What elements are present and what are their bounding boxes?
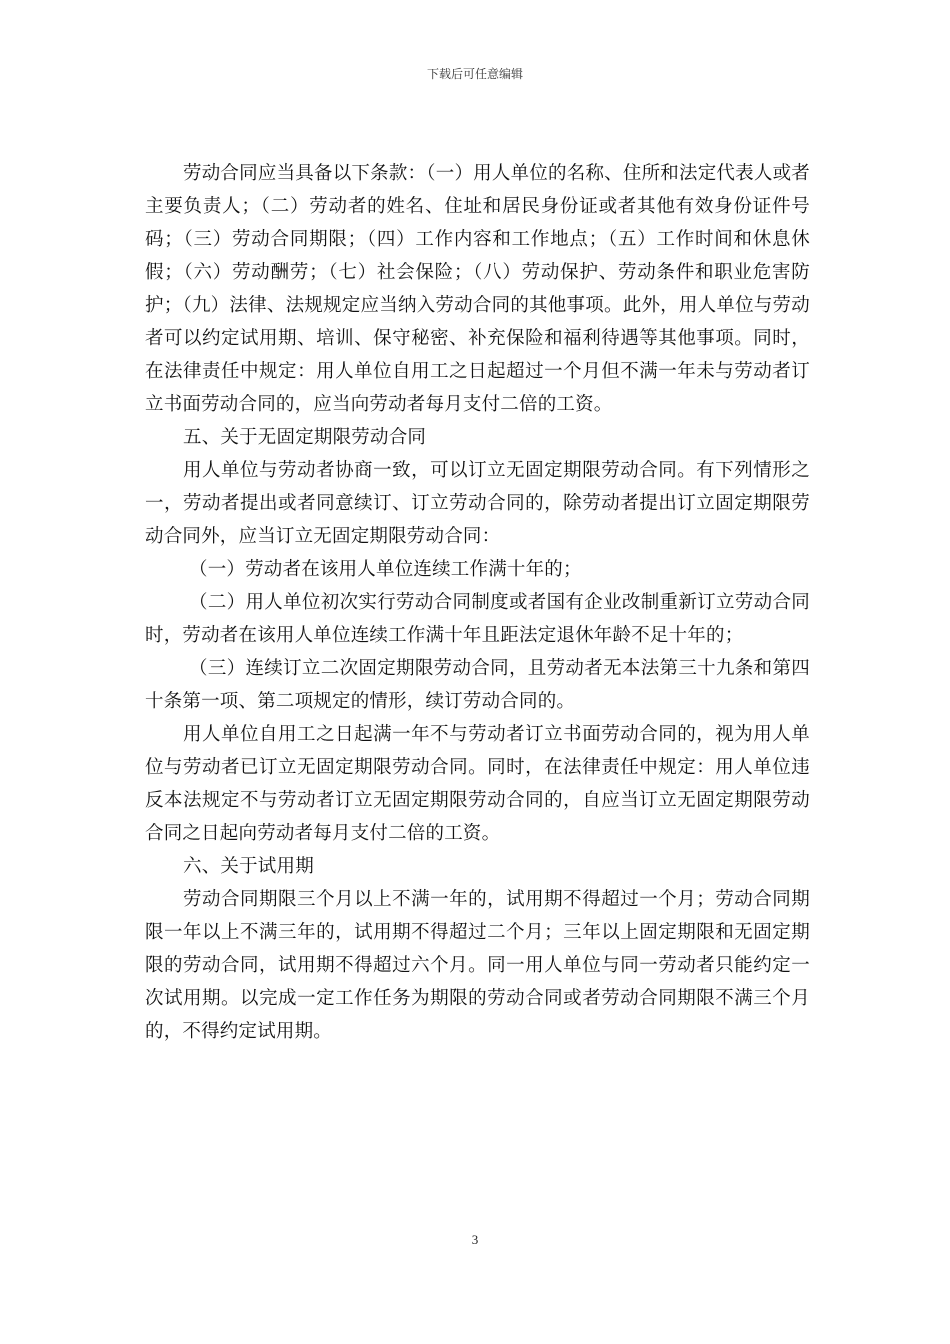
page-header: 下载后可任意编辑: [426, 67, 523, 81]
page-number: 3: [471, 1232, 479, 1247]
paragraph-deemed-open-ended: 用人单位自用工之日起满一年不与劳动者订立书面劳动合同的，视为用人单位与劳动者已订立无固定期限劳动合同。同时，在法律责任中规定：用人单位违反本法规定不与劳动者订立无固定期限劳动合同的，自应当订立无固定期限劳动合同之日起向劳动者每月支付二倍的工资。: [145, 724, 810, 844]
list-item-2: （二）用人单位初次实行劳动合同制度或者国有企业改制重新订立劳动合同时，劳动者在该用人单位连续工作满十年且距法定退休年龄不足十年的；: [145, 592, 810, 646]
document-body: [145, 157, 810, 1048]
section-heading-open-ended-contract: 五、关于无固定期限劳动合同: [183, 427, 427, 448]
section-heading-probation: 六、关于试用期: [183, 856, 314, 877]
list-item-3: （三）连续订立二次固定期限劳动合同，且劳动者无本法第三十九条和第四十条第一项、第二项规定的情形，续订劳动合同的。: [145, 658, 810, 712]
list-item-1: （一）劳动者在该用人单位连续工作满十年的；: [189, 559, 582, 580]
paragraph-open-ended-conditions: 用人单位与劳动者协商一致，可以订立无固定期限劳动合同。有下列情形之一，劳动者提出或者同意续订、订立劳动合同的，除劳动者提出订立固定期限劳动合同外，应当订立无固定期限劳动合同：: [145, 460, 810, 547]
paragraph-probation-rules: 劳动合同期限三个月以上不满一年的，试用期不得超过一个月；劳动合同期限一年以上不满三年的，试用期不得超过二个月；三年以上固定期限和无固定期限的劳动合同，试用期不得超过六个月。同一用人单位与同一劳动者只能约定一次试用期。以完成一定工作任务为期限的劳动合同或者劳动合同期限不满三个月的，不得约定试用期。: [145, 889, 810, 1042]
paragraph-contract-clauses: 劳动合同应当具备以下条款：（一）用人单位的名称、住所和法定代表人或者主要负责人；（二）劳动者的姓名、住址和居民身份证或者其他有效身份证件号码；（三）劳动合同期限；（四）工作内容和工作地点；（五）工作时间和休息休假；（六）劳动酬劳；（七）社会保险；（八）劳动保护、劳动条件和职业危害防护；（九）法律、法规规定应当纳入劳动合同的其他事项。此外，用人单位与劳动者可以约定试用期、培训、保守秘密、补充保险和福利待遇等其他事项。同时，在法律责任中规定：用人单位自用工之日起超过一个月但不满一年未与劳动者订立书面劳动合同的，应当向劳动者每月支付二倍的工资。: [145, 163, 810, 415]
